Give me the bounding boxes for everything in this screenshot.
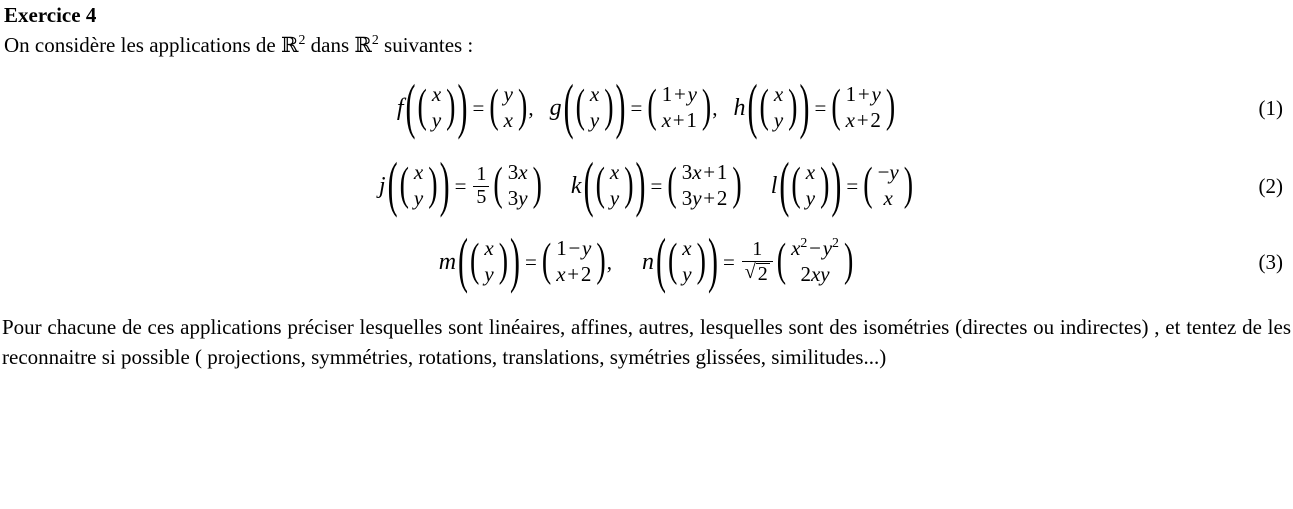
open-paren-outer: ( [747, 73, 758, 141]
result-vector-m: 1 − y x + 2 [556, 236, 592, 286]
equals-sign: = [472, 95, 485, 120]
close-paren-outer: ) [457, 73, 468, 141]
equation-row-3-content [438, 227, 855, 295]
function-f-label: f [396, 94, 404, 121]
scalar-one-over-sqrt-two: 1 √ 2 [742, 239, 773, 284]
equals-sign: = [454, 173, 467, 198]
sqrt-icon: √ 2 [744, 260, 768, 285]
exercise-intro: On considère les applications de ℝ$^2$ dans ℝ$^2$ suivantes : [4, 32, 474, 57]
open-paren-inner: ( [595, 159, 605, 211]
close-paren-outer: ) [635, 151, 646, 219]
open-paren-outer: ( [779, 151, 790, 219]
function-m-label: m [438, 248, 457, 275]
open-paren-inner: ( [667, 235, 678, 287]
close-paren-inner: ) [788, 81, 798, 133]
close-paren-outer: ) [831, 151, 842, 219]
open-paren-outer: ( [458, 227, 469, 295]
close-paren-outer: ) [510, 227, 521, 295]
equation-row-2-content [378, 151, 914, 219]
open-paren-result: ( [776, 235, 787, 287]
close-paren-outer: ) [707, 227, 718, 295]
close-paren-result: ) [701, 81, 712, 133]
separator-comma: , [606, 249, 612, 274]
open-paren-result: ( [647, 81, 657, 133]
exercise-title: Exercice 4 [4, 3, 97, 27]
close-paren-result: ) [903, 159, 914, 211]
open-paren-result: ( [541, 235, 552, 287]
equals-sign: = [630, 95, 643, 120]
equation-number-1: (1) [1258, 95, 1283, 120]
open-paren-inner: ( [791, 159, 801, 211]
equation-number-3: (3) [1258, 249, 1283, 274]
equation-row-3 [0, 228, 1293, 296]
open-paren-outer: ( [583, 151, 594, 219]
separator-comma: , [712, 95, 718, 120]
equation-number-2: (2) [1258, 173, 1283, 198]
close-paren-result: ) [532, 159, 542, 211]
close-paren-inner: ) [428, 159, 438, 211]
open-paren-inner: ( [399, 159, 409, 211]
open-paren-outer: ( [405, 73, 416, 141]
close-paren-result: ) [732, 159, 742, 211]
equals-sign: = [846, 173, 859, 198]
close-paren-inner: ) [696, 235, 706, 287]
closing-paragraph: Pour chacune de ces applications préciser lesquelles sont linéaires, affines, autres, lesquelles sont des isométries (directes ou indirectes) , et tentez de les reconnaitre si possible ( projections, symmétries, rotations, translations, symétries glissées, similitudes...) [2, 315, 1291, 369]
open-paren-inner: ( [759, 81, 769, 133]
function-g-label: g [549, 94, 562, 121]
result-vector-l: −y x [877, 160, 899, 210]
function-n-label: n [641, 248, 654, 275]
close-paren-outer: ) [615, 73, 626, 141]
close-paren-outer: ) [439, 151, 450, 219]
result-vector-f: y x [503, 82, 513, 132]
vector-xy: x y [431, 82, 442, 132]
document-page [0, 2, 1293, 509]
close-paren-result: ) [517, 81, 528, 133]
open-paren-inner: ( [417, 81, 427, 133]
close-paren-inner: ) [820, 159, 830, 211]
open-paren-inner: ( [575, 81, 585, 133]
vector-xy: x y [805, 160, 816, 210]
close-paren-result: ) [843, 235, 854, 287]
equals-sign: = [650, 173, 663, 198]
vector-xy: x y [682, 236, 692, 286]
function-k-label: k [570, 172, 582, 199]
open-paren-inner: ( [470, 235, 480, 287]
open-paren-result: ( [831, 81, 841, 133]
equation-block [0, 74, 1293, 296]
open-paren-outer: ( [655, 227, 666, 295]
result-vector-g: 1 + y x + 1 [661, 82, 697, 132]
close-paren-outer: ) [799, 73, 810, 141]
close-paren-inner: ) [604, 81, 614, 133]
vector-xy: x y [589, 82, 600, 132]
close-paren-result: ) [596, 235, 606, 287]
open-paren-outer: ( [387, 151, 398, 219]
result-vector-j: 3x 3y [507, 160, 528, 210]
equals-sign: = [525, 249, 537, 274]
equals-sign: = [722, 249, 735, 274]
equation-row-1 [0, 74, 1293, 142]
open-paren-result: ( [493, 159, 503, 211]
function-l-label: l [770, 172, 778, 199]
vector-xy: x y [609, 160, 620, 210]
open-paren-result: ( [489, 81, 499, 133]
open-paren-result: ( [667, 159, 677, 211]
scalar-one-fifth: $\frac{1}{5}$ [473, 164, 489, 207]
open-paren-outer: ( [563, 73, 574, 141]
result-vector-n: $x^2$ − $y^2$ 2xy [791, 235, 839, 286]
vector-xy: x y [413, 160, 424, 210]
function-h-label: h [733, 94, 746, 121]
result-vector-k: 3x + 1 3y + 2 [681, 160, 728, 210]
close-paren-inner: ) [498, 235, 509, 287]
close-paren-result: ) [885, 81, 896, 133]
vector-xy: x y [773, 82, 784, 132]
separator-comma: , [528, 95, 534, 120]
vector-xy: x y [484, 236, 494, 286]
result-vector-h: 1 + y x + 2 [845, 82, 881, 132]
open-paren-result: ( [863, 159, 873, 211]
close-paren-inner: ) [446, 81, 456, 133]
close-paren-inner: ) [624, 159, 634, 211]
equation-row-2 [0, 152, 1293, 220]
equation-row-1-content [396, 73, 896, 141]
function-j-label: j [378, 172, 386, 199]
equals-sign: = [814, 95, 827, 120]
